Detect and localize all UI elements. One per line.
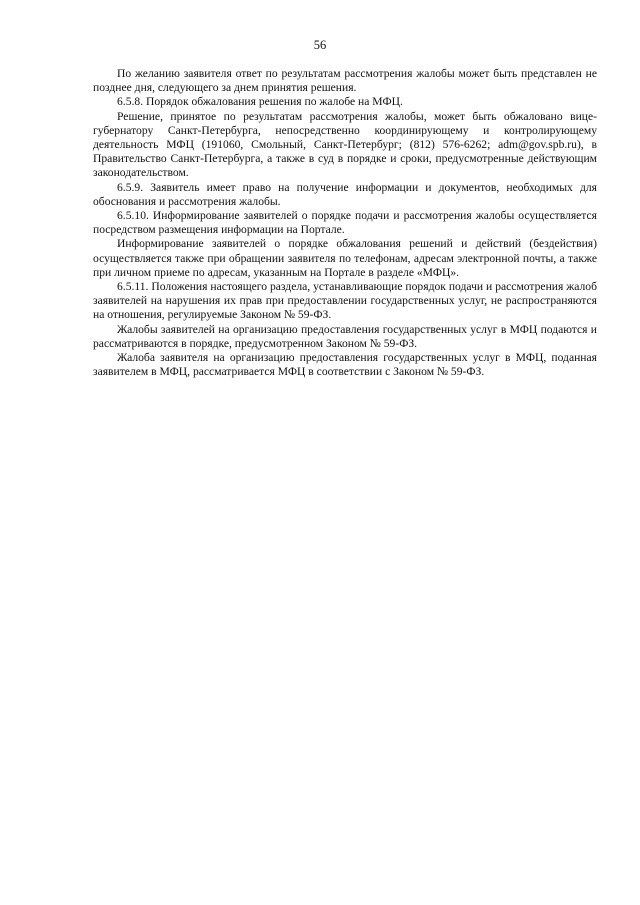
paragraph: 6.5.10. Информирование заявителей о порядке подачи и рассмотрения жалобы осуществляется посредством размещения информации на Портале. <box>93 209 597 237</box>
paragraph: 6.5.8. Порядок обжалования решения по жалобе на МФЦ. <box>117 95 403 109</box>
page-number: 56 <box>313 38 327 52</box>
paragraph: По желанию заявителя ответ по результатам рассмотрения жалобы может быть представлен не позднее дня, следующего за днем принятия решения. <box>93 67 597 95</box>
paragraph: Решение, принятое по результатам рассмотрения жалобы, может быть обжаловано вице-губернатору Санкт-Петербурга, непосредственно координирующему и контролирующему деятельность МФЦ (191060, Смольный, Санкт-Петербург; (812) 576-6262; adm@gov.spb.ru), в Правительство Санкт-Петербурга, а также в суд в порядке и сроки, предусмотренные действующим законодательством. <box>93 109 597 180</box>
page-body <box>93 67 597 379</box>
paragraph: Жалобы заявителей на организацию предоставления государственных услуг в МФЦ подаются и рассматриваются в порядке, предусмотренном Законом № 59-ФЗ. <box>93 322 597 350</box>
paragraph: 6.5.9. Заявитель имеет право на получение информации и документов, необходимых для обоснования и рассмотрения жалобы. <box>93 180 597 208</box>
paragraph: Жалоба заявителя на организацию предоставления государственных услуг в МФЦ, поданная заявителем в МФЦ, рассматривается МФЦ в соответствии с Законом № 59-ФЗ. <box>93 351 597 379</box>
paragraph: Информирование заявителей о порядке обжалования решений и действий (бездействия) осуществляется также при обращении заявителя по телефонам, адресам электронной почты, а также при личном приеме по адресам, указанным на Портале в разделе «МФЦ». <box>93 237 597 279</box>
paragraph: 6.5.11. Положения настоящего раздела, устанавливающие порядок подачи и рассмотрения жалоб заявителей на нарушения их прав при предоставлении государственных услуг, не распространяются на отношения, регулируемые Законом № 59-ФЗ. <box>93 280 597 322</box>
